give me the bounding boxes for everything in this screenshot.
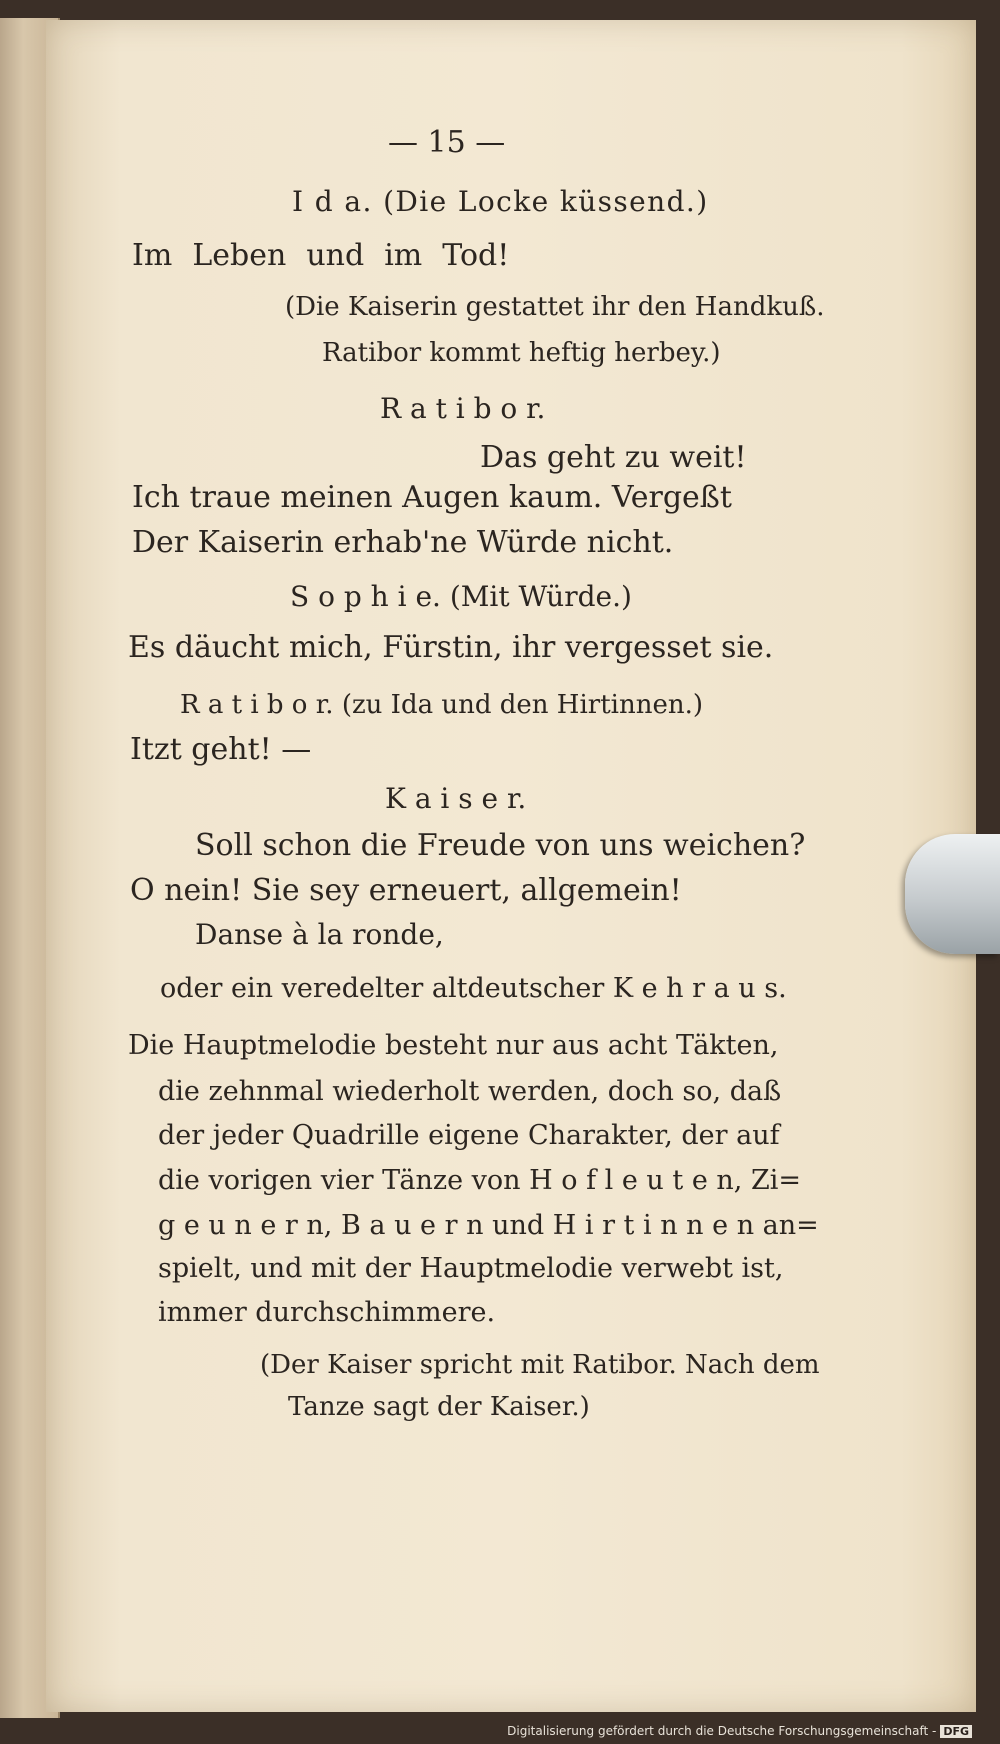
verse-line: Soll schon die Freude von uns weichen?	[195, 828, 806, 863]
page-number: — 15 —	[388, 125, 506, 160]
prose-line: g e u n e r n, B a u e r n und H i r t i n n e n an=	[158, 1210, 819, 1241]
speaker-line: R a t i b o r.	[380, 392, 546, 425]
prose-line: immer durchschimmere.	[158, 1297, 496, 1328]
dfg-logo: DFG	[940, 1725, 972, 1738]
book-page	[46, 20, 976, 1712]
prose-line: die vorigen vier Tänze von H o f l e u t e n, Zi=	[158, 1165, 801, 1196]
speaker-line: R a t i b o r. (zu Ida und den Hirtinnen.)	[180, 690, 704, 720]
page-clip	[905, 834, 1000, 954]
speaker-line: S o p h i e. (Mit Würde.)	[290, 580, 632, 613]
verse-line: Itzt geht! —	[130, 732, 312, 767]
verse-line: Ich traue meinen Augen kaum. Vergeßt	[132, 480, 732, 515]
prose-line: der jeder Quadrille eigene Charakter, der auf	[158, 1120, 780, 1151]
prose-line: oder ein veredelter altdeutscher K e h r a u s.	[160, 973, 787, 1004]
digitization-credit	[507, 1724, 972, 1738]
prose-line: spielt, und mit der Hauptmelodie verwebt ist,	[158, 1253, 784, 1284]
credit-text: Digitalisierung gefördert durch die Deutsche Forschungsgemeinschaft -	[507, 1724, 937, 1738]
dance-title: Danse à la ronde,	[195, 918, 444, 951]
prose-line: die zehnmal wiederholt werden, doch so, daß	[158, 1076, 782, 1107]
verse-line: Der Kaiserin erhab'ne Würde nicht.	[132, 525, 674, 560]
speaker-line: K a i s e r.	[385, 782, 527, 815]
verse-line: O nein! Sie sey erneuert, allgemein!	[130, 873, 682, 908]
stage-direction: Ratibor kommt heftig herbey.)	[322, 338, 721, 368]
verse-line: Es däucht mich, Fürstin, ihr vergesset sie.	[128, 630, 774, 665]
prose-line: Die Hauptmelodie besteht nur aus acht Täkten,	[128, 1030, 779, 1061]
stage-direction: (Der Kaiser spricht mit Ratibor. Nach dem	[260, 1350, 820, 1380]
verse-line: Im Leben und im Tod!	[132, 238, 510, 273]
stage-direction: Tanze sagt der Kaiser.)	[288, 1392, 590, 1422]
stage-direction: (Die Kaiserin gestattet ihr den Handkuß.	[285, 292, 825, 322]
speaker-line: I d a. (Die Locke küssend.)	[292, 185, 709, 218]
verse-line: Das geht zu weit!	[480, 440, 747, 475]
